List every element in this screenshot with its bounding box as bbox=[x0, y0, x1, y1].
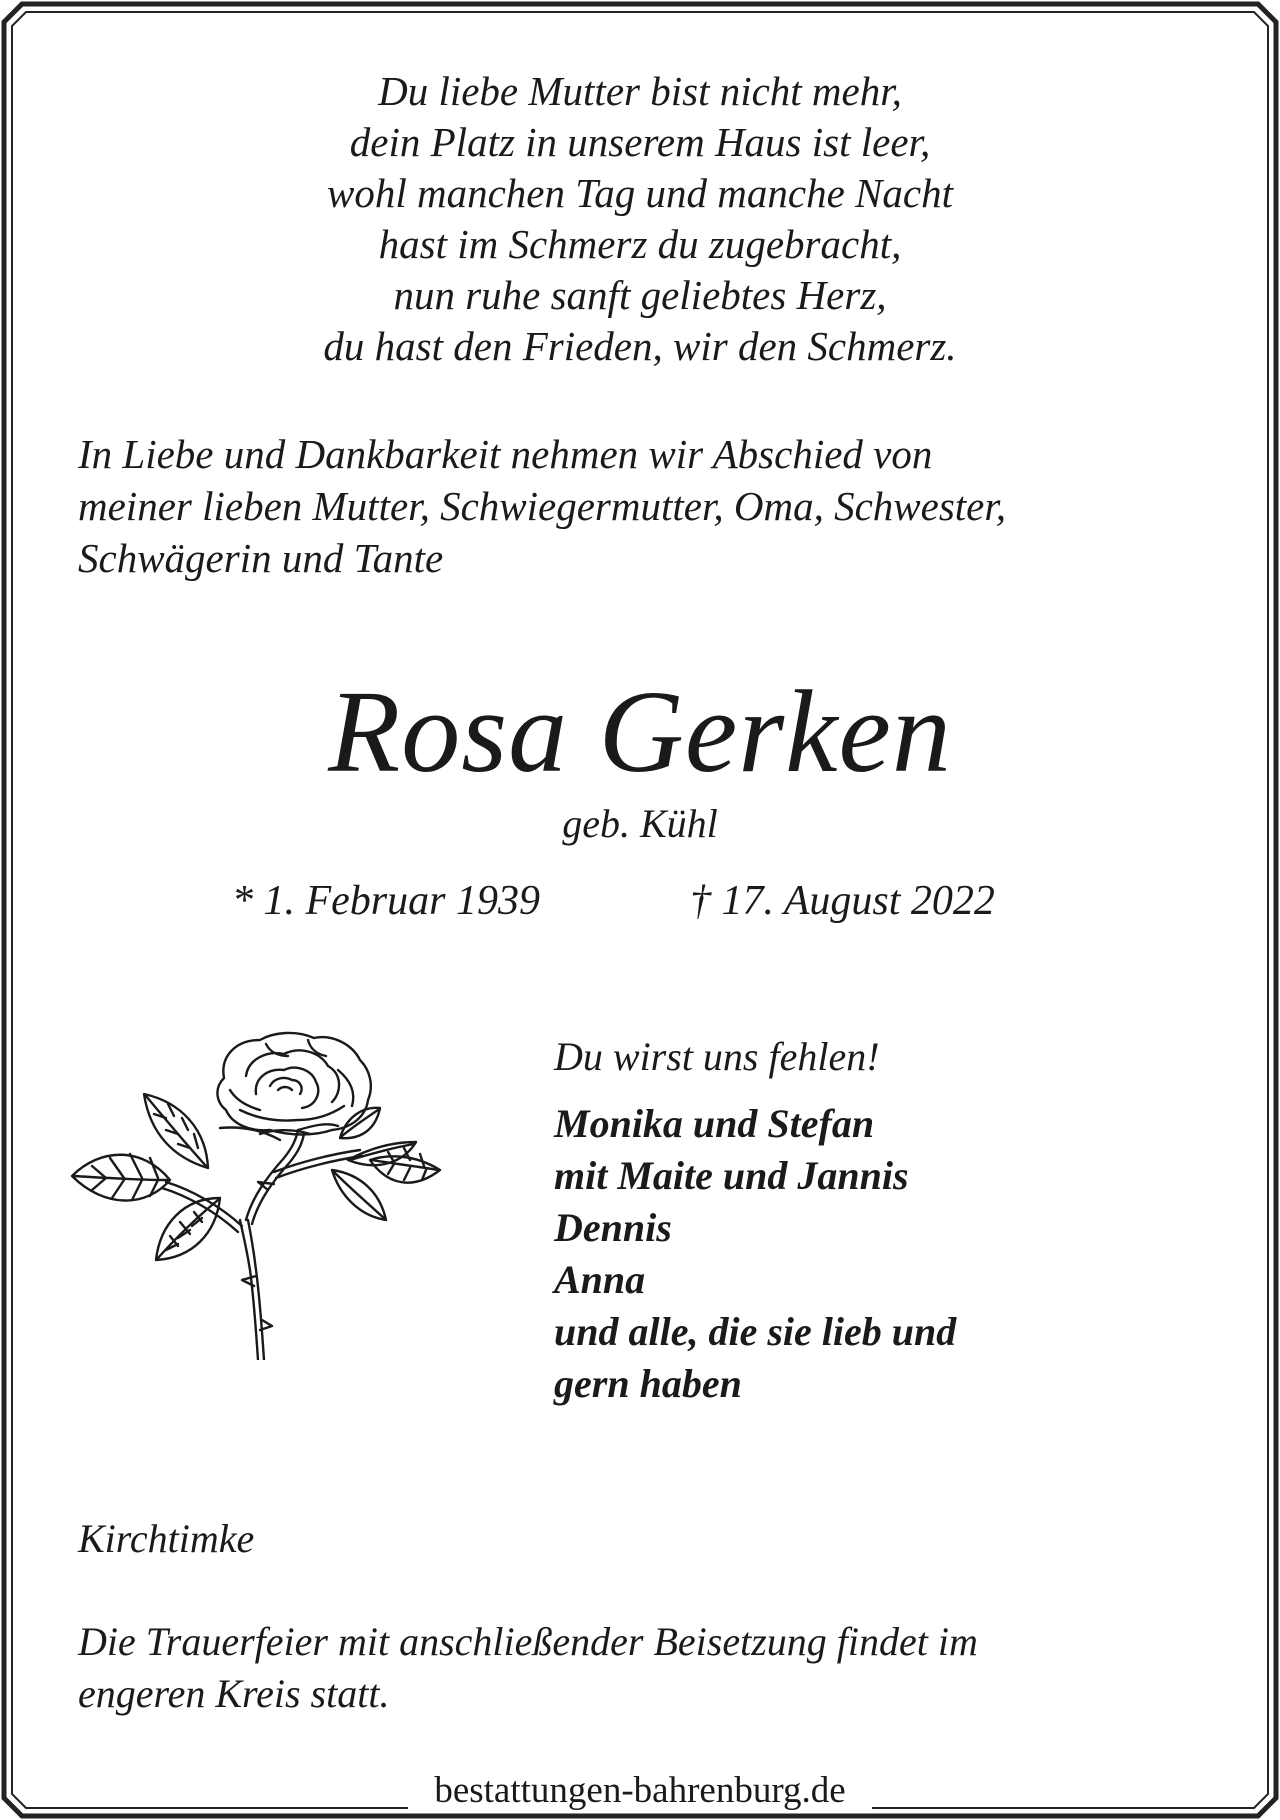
mourners-list bbox=[554, 1098, 956, 1410]
poem-line: Du liebe Mutter bist nicht mehr, bbox=[378, 68, 902, 114]
mourner-line: mit Maite und Jannis bbox=[554, 1153, 909, 1198]
mourner-line: und alle, die sie lieb und bbox=[554, 1309, 957, 1354]
poem-line: hast im Schmerz du zugebracht, bbox=[378, 221, 902, 267]
mourner-line: Dennis bbox=[554, 1205, 672, 1250]
place-name: Kirchtimke bbox=[78, 1516, 255, 1561]
death-date: † 17. August 2022 bbox=[690, 878, 995, 924]
intro-line: Schwägerin und Tante bbox=[78, 535, 444, 581]
website-link[interactable]: bestattungen-bahrenburg.de bbox=[408, 1770, 871, 1811]
intro-line: meiner lieben Mutter, Schwiegermutter, Oma, Schwester, bbox=[78, 483, 1007, 529]
poem-line: dein Platz in unserem Haus ist leer, bbox=[349, 119, 931, 165]
closing-message: Du wirst uns fehlen! bbox=[554, 1034, 880, 1079]
footer bbox=[0, 1768, 1280, 1814]
service-line: Die Trauerfeier mit anschließender Beisetzung findet im bbox=[78, 1619, 978, 1664]
poem-line: nun ruhe sanft geliebtes Herz, bbox=[393, 272, 887, 318]
birth-date: * 1. Februar 1939 bbox=[232, 878, 540, 924]
service-line: engeren Kreis statt. bbox=[78, 1671, 390, 1716]
rose-icon bbox=[70, 1030, 490, 1360]
intro-line: In Liebe und Dankbarkeit nehmen wir Abschied von bbox=[78, 431, 933, 477]
poem-line: wohl manchen Tag und manche Nacht bbox=[327, 170, 953, 216]
mourner-line: Anna bbox=[554, 1257, 646, 1302]
farewell-intro bbox=[78, 428, 1218, 584]
deceased-name: Rosa Gerken bbox=[328, 666, 952, 797]
funeral-service-note bbox=[78, 1616, 1218, 1720]
maiden-name: geb. Kühl bbox=[562, 801, 718, 846]
mourner-line: Monika und Stefan bbox=[554, 1101, 875, 1146]
poem-line: du hast den Frieden, wir den Schmerz. bbox=[323, 323, 957, 369]
mourner-line: gern haben bbox=[554, 1361, 742, 1406]
memorial-poem bbox=[0, 66, 1280, 372]
